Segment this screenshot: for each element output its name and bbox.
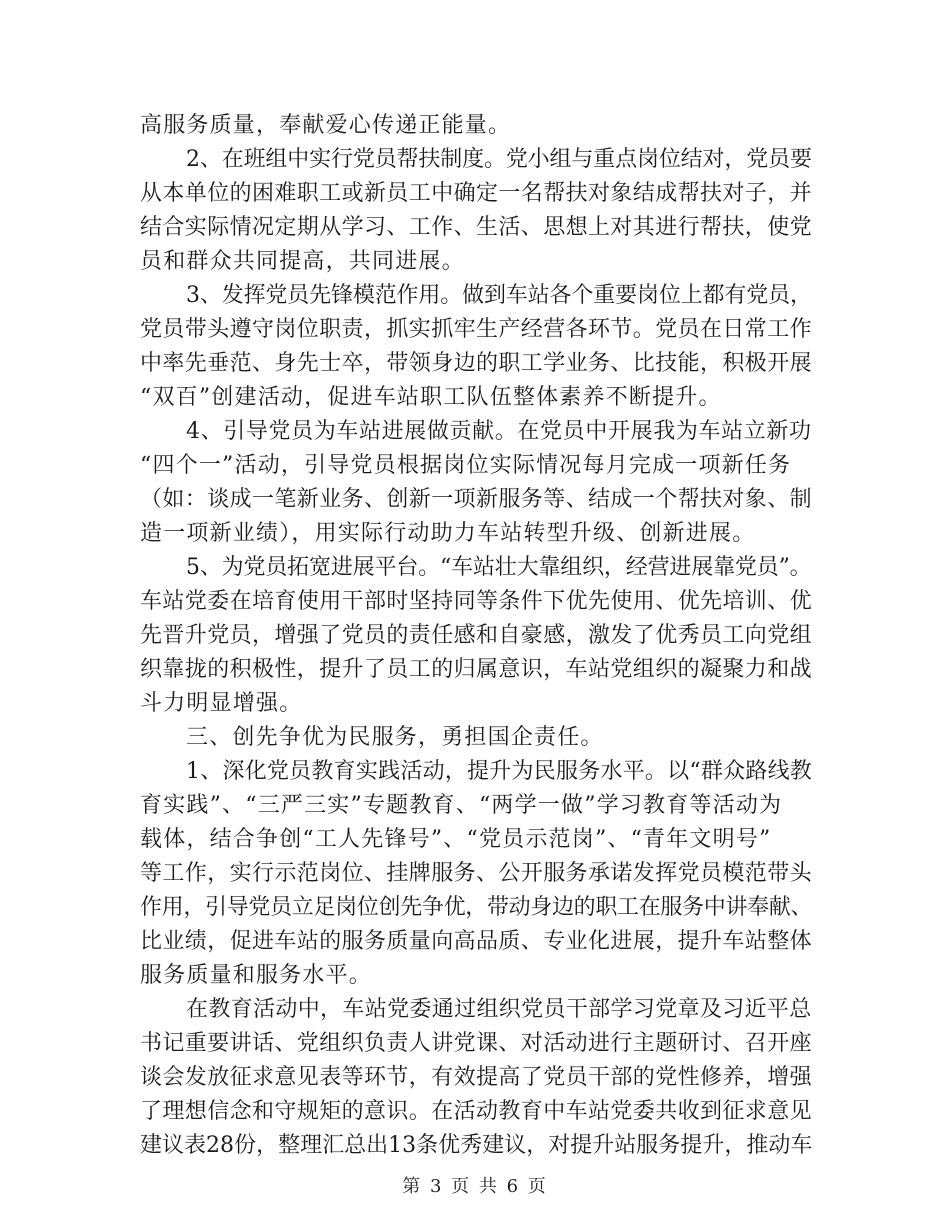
text-line: 车站党委在培育使用干部时坚持同等条件下优先使用、优先培训、优 bbox=[140, 589, 813, 614]
section-heading: 三、创先争优为民服务，勇担国企责任。 bbox=[186, 725, 604, 750]
text-line: 员和群众共同提高，共同进展。 bbox=[140, 249, 465, 274]
text-line: 4、引导党员为车站进展做贡献。在党员中开展我为车站立新功 bbox=[186, 419, 812, 444]
text-line: 比业绩，促进车站的服务质量向高品质、专业化进展，提升车站整体 bbox=[140, 929, 813, 954]
text-line: 等工作，实行示范岗位、挂牌服务、公开服务承诺发挥党员模范带头 bbox=[140, 861, 813, 886]
text-line: 织靠拢的积极性，提升了员工的归属意识，车站党组织的凝聚力和战 bbox=[140, 657, 813, 682]
text-line: “四个一”活动，引导党员根据岗位实际情况每月完成一项新任务 bbox=[140, 453, 792, 478]
text-line: 从本单位的困难职工或新员工中确定一名帮扶对象结成帮扶对子，并 bbox=[140, 181, 813, 206]
text-line: 了理想信念和守规矩的意识。在活动教育中车站党委共收到征求意见 bbox=[140, 1099, 813, 1124]
text-line: 书记重要讲话、党组织负责人讲党课、对活动进行主题研讨、召开座 bbox=[140, 1031, 813, 1056]
text-line: 中率先垂范、身先士卒，带领身边的职工学业务、比技能，积极开展 bbox=[140, 351, 813, 376]
text-line: 斗力明显增强。 bbox=[140, 691, 303, 716]
text-line: 谈会发放征求意见表等环节，有效提高了党员干部的党性修养，增强 bbox=[140, 1065, 813, 1090]
text-line: （如：谈成一笔新业务、创新一项新服务等、结成一个帮扶对象、制 bbox=[140, 487, 813, 512]
text-line: “双百”创建活动，促进车站职工队伍整体素养不断提升。 bbox=[140, 385, 722, 410]
page-number-footer: 第 3 页 共 6 页 bbox=[402, 1176, 548, 1197]
text-line: 服务质量和服务水平。 bbox=[140, 963, 373, 988]
text-line: 育实践”、“三严三实”专题教育、“两学一做”学习教育等活动为 bbox=[140, 793, 783, 818]
text-line: 作用，引导党员立足岗位创先争优，带动身边的职工在服务中讲奉献、 bbox=[140, 895, 813, 920]
text-line: 载体，结合争创“工人先锋号”、“党员示范岗”、“青年文明号” bbox=[140, 827, 772, 852]
text-line: 2、在班组中实行党员帮扶制度。党小组与重点岗位结对，党员要 bbox=[186, 147, 812, 172]
text-line: 在教育活动中，车站党委通过组织党员干部学习党章及习近平总 bbox=[186, 997, 812, 1022]
text-line: 造一项新业绩），用实际行动助力车站转型升级、创新进展。 bbox=[140, 521, 756, 546]
text-line: 高服务质量，奉献爱心传递正能量。 bbox=[140, 113, 512, 138]
text-line: 结合实际情况定期从学习、工作、生活、思想上对其进行帮扶，使党 bbox=[140, 215, 813, 240]
text-line: 3、发挥党员先锋模范作用。做到车站各个重要岗位上都有党员， bbox=[186, 283, 812, 308]
text-line: 1、深化党员教育实践活动，提升为民服务水平。以“群众路线教 bbox=[186, 759, 813, 784]
text-line: 5、为党员拓宽进展平台。“车站壮大靠组织，经营进展靠党员”。 bbox=[186, 555, 812, 580]
text-line: 建议表28份，整理汇总出13条优秀建议，对提升站服务提升，推动车 bbox=[140, 1133, 813, 1158]
text-line: 党员带头遵守岗位职责，抓实抓牢生产经营各环节。党员在日常工作 bbox=[140, 317, 813, 342]
text-line: 先晋升党员，增强了党员的责任感和自豪感，激发了优秀员工向党组 bbox=[140, 623, 813, 648]
